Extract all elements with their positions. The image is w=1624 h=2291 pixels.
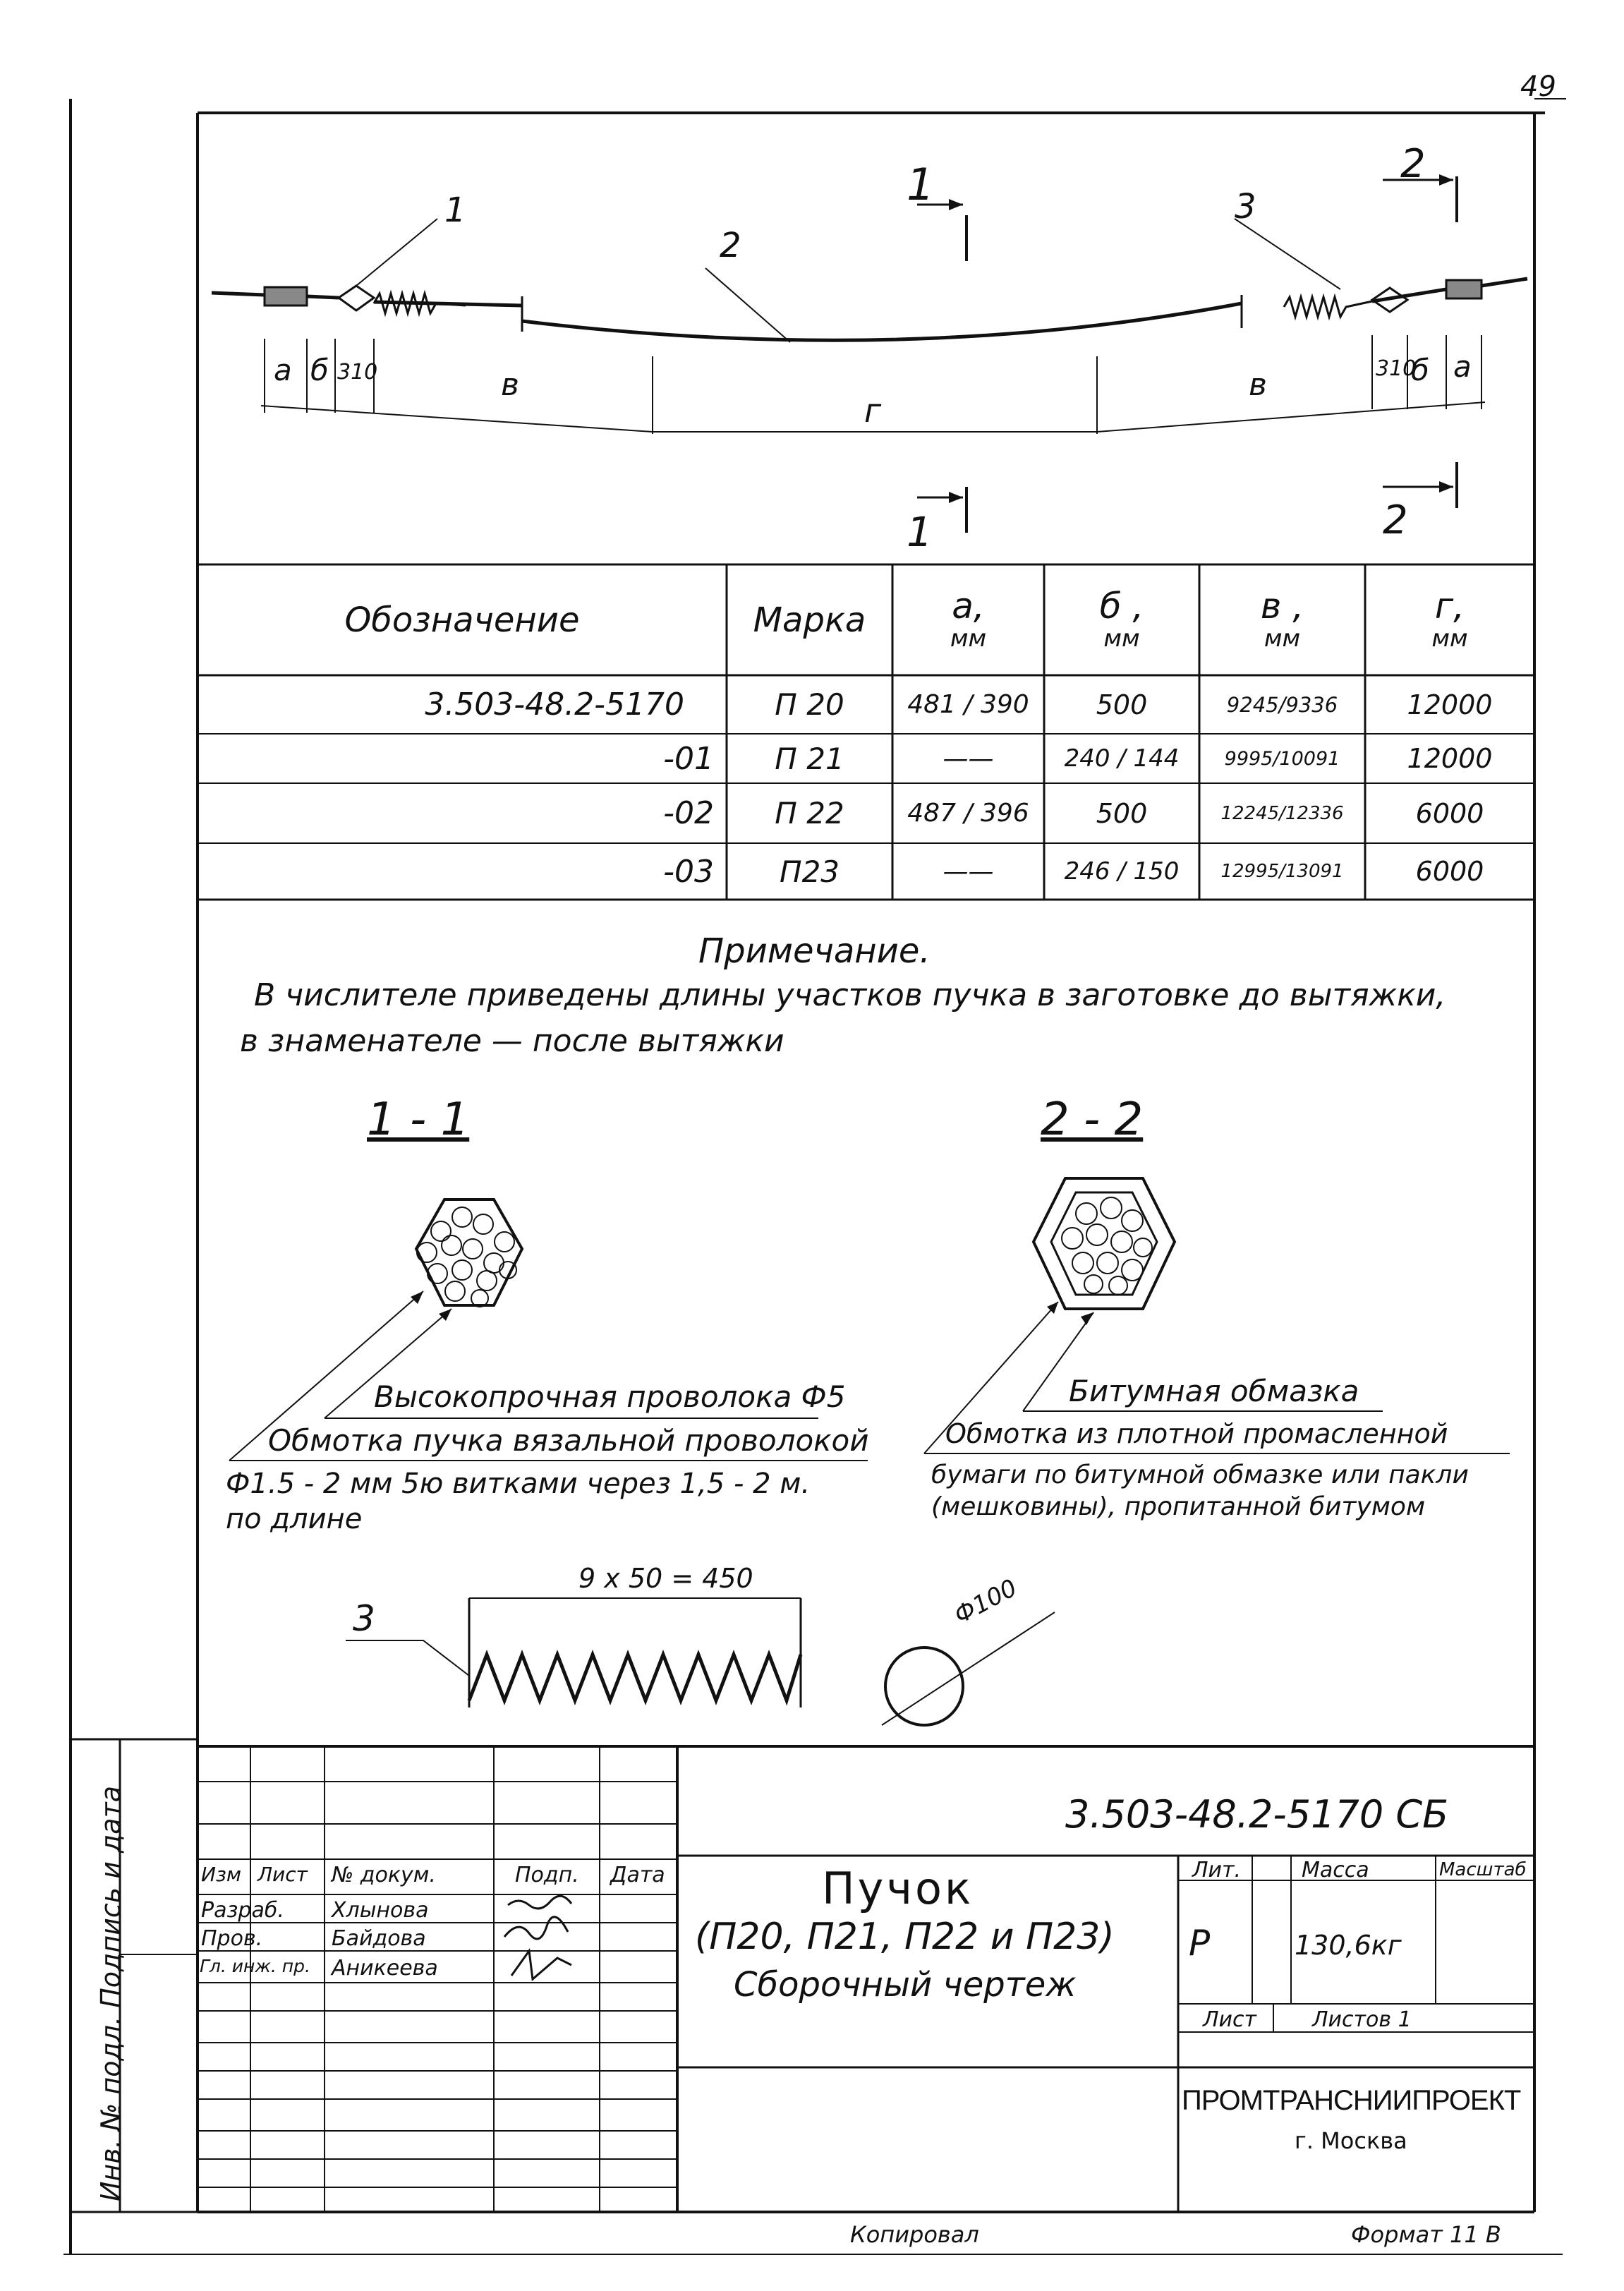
section-mark-1-bottom: 1: [907, 508, 933, 556]
name-checker: Байдова: [332, 1926, 426, 1951]
dim-label-v-left: в: [501, 367, 519, 403]
note-title: Примечание.: [698, 931, 931, 971]
header-designation: Обозначение: [344, 600, 580, 640]
item-label-1: 1: [444, 191, 466, 230]
section-2-2-title: 2 - 2: [1041, 1094, 1144, 1146]
section-1-1-label-1: Высокопрочная проволока Ф5: [374, 1379, 846, 1414]
header-v-unit: мм: [1264, 624, 1301, 653]
row-1-mark: П 21: [775, 741, 844, 776]
row-1-g: 12000: [1407, 743, 1493, 774]
organization-city: г. Москва: [1295, 2127, 1407, 2154]
row-2-b: 500: [1096, 797, 1148, 829]
dim-label-b-left: б: [310, 353, 329, 387]
row-0-designation: 3.503-48.2-5170: [425, 687, 684, 723]
row-3-designation: -03: [663, 853, 714, 890]
header-g: [1365, 564, 1534, 675]
row-1-a: ——: [943, 744, 994, 773]
dim-label-g: г: [864, 392, 882, 430]
dim-label-v-right: в: [1249, 367, 1267, 403]
name-developer: Хлынова: [332, 1898, 429, 1923]
row-3-mark: П23: [779, 854, 840, 889]
row-3-a: ——: [943, 857, 994, 886]
row-2-designation: -02: [663, 795, 714, 831]
lit-value: Р: [1189, 1923, 1211, 1964]
dim-label-310-left: 310: [337, 360, 378, 385]
mass-label: Масса: [1302, 1858, 1369, 1882]
row-2-a: 487 / 396: [907, 799, 1029, 828]
document-code: 3.503-48.2-5170 СБ: [1065, 1792, 1449, 1837]
row-3-b: 246 / 150: [1064, 857, 1180, 885]
col-sign: Подп.: [515, 1863, 579, 1887]
header-a-label: а,: [952, 586, 985, 627]
sheets-label: Листов 1: [1312, 2007, 1412, 2032]
header-g-unit: мм: [1431, 624, 1468, 653]
dim-label-310-right: 310: [1376, 356, 1417, 381]
header-v: [1199, 564, 1365, 675]
header-b: [1044, 564, 1199, 675]
header-g-label: г,: [1434, 586, 1465, 627]
row-0-a: 481 / 390: [907, 690, 1029, 719]
spring-label: 3: [353, 1598, 375, 1639]
section-1-1-title: 1 - 1: [367, 1094, 470, 1146]
row-2-g: 6000: [1415, 797, 1484, 829]
header-b-label: б ,: [1099, 586, 1144, 627]
header-a: [892, 564, 1044, 675]
title-line-2: (П20, П21, П22 и П23): [695, 1916, 1115, 1958]
sheet-label: Лист: [1203, 2007, 1257, 2032]
section-2-2-text-2: (мешковины), пропитанной битумом: [931, 1492, 1426, 1521]
page-number: 49: [1520, 71, 1556, 103]
section-mark-1-top: 1: [907, 159, 935, 210]
header-a-unit: мм: [950, 624, 987, 653]
row-1-designation: -01: [663, 740, 714, 777]
spring-dimension: 9 x 50 = 450: [578, 1563, 753, 1594]
section-1-1-text-2: по длине: [226, 1503, 363, 1535]
item-label-2: 2: [720, 226, 741, 265]
header-mark: Марка: [753, 600, 866, 640]
footer-copied: Копировал: [850, 2221, 979, 2248]
section-2-2-label-1: Битумная обмазка: [1069, 1374, 1359, 1408]
section-mark-2-top: 2: [1400, 141, 1426, 187]
col-doc: № докум.: [332, 1863, 436, 1887]
section-1-1-label-2: Обмотка пучка вязальной проволокой: [268, 1423, 869, 1458]
col-list: Лист: [257, 1863, 308, 1886]
organization: ПРОМТРАНСНИИПРОЕКТ: [1182, 2085, 1521, 2116]
row-1-b: 240 / 144: [1064, 744, 1180, 773]
role-chief-engineer: Гл. инж. пр.: [200, 1956, 310, 1976]
row-1-v: 9995/10091: [1224, 747, 1340, 770]
row-0-v: 9245/9336: [1226, 692, 1338, 717]
col-izm: Изм: [201, 1863, 241, 1886]
section-1-1-text-1: Ф1.5 - 2 мм 5ю витками через 1,5 - 2 м.: [226, 1468, 811, 1500]
role-checker: Пров.: [201, 1926, 263, 1951]
row-0-mark: П 20: [775, 687, 844, 722]
header-b-unit: мм: [1103, 624, 1140, 653]
name-chief-engineer: Аникеева: [332, 1956, 438, 1981]
footer-format: Формат 11 В: [1351, 2221, 1501, 2248]
pipe-diameter: Ф100: [950, 1573, 1022, 1630]
section-mark-2-bottom: 2: [1383, 497, 1408, 543]
row-3-v: 12995/13091: [1220, 861, 1344, 882]
dim-label-b-right: б: [1411, 353, 1429, 387]
title-line-1: Пучок: [822, 1863, 974, 1914]
note-line-1: В числителе приведены длины участков пучка в заготовке до вытяжки,: [254, 977, 1446, 1013]
row-2-mark: П 22: [775, 796, 844, 830]
role-developer: Разраб.: [201, 1898, 284, 1923]
note-line-2: в знаменателе — после вытяжки: [240, 1023, 784, 1059]
dim-label-a-right: а: [1453, 349, 1472, 384]
item-label-3: 3: [1235, 187, 1256, 226]
scale-label: Масштаб: [1439, 1859, 1527, 1880]
row-0-g: 12000: [1407, 689, 1493, 720]
lit-label: Лит.: [1192, 1858, 1242, 1882]
row-2-v: 12245/12336: [1220, 802, 1344, 824]
title-line-3: Сборочный чертеж: [734, 1965, 1077, 2005]
section-2-2-text-1: бумаги по битумной обмазке или пакли: [931, 1461, 1469, 1489]
section-2-2-label-2: Обмотка из плотной промасленной: [945, 1418, 1448, 1449]
dim-label-a-left: а: [274, 353, 292, 387]
col-date: Дата: [610, 1863, 665, 1887]
row-0-b: 500: [1096, 689, 1148, 720]
mass-value: 130,6кг: [1295, 1930, 1402, 1961]
row-3-g: 6000: [1415, 856, 1484, 887]
side-strip-label: Инв. № подл. Подпись и дата: [95, 1786, 126, 2201]
header-v-label: в ,: [1260, 586, 1304, 627]
